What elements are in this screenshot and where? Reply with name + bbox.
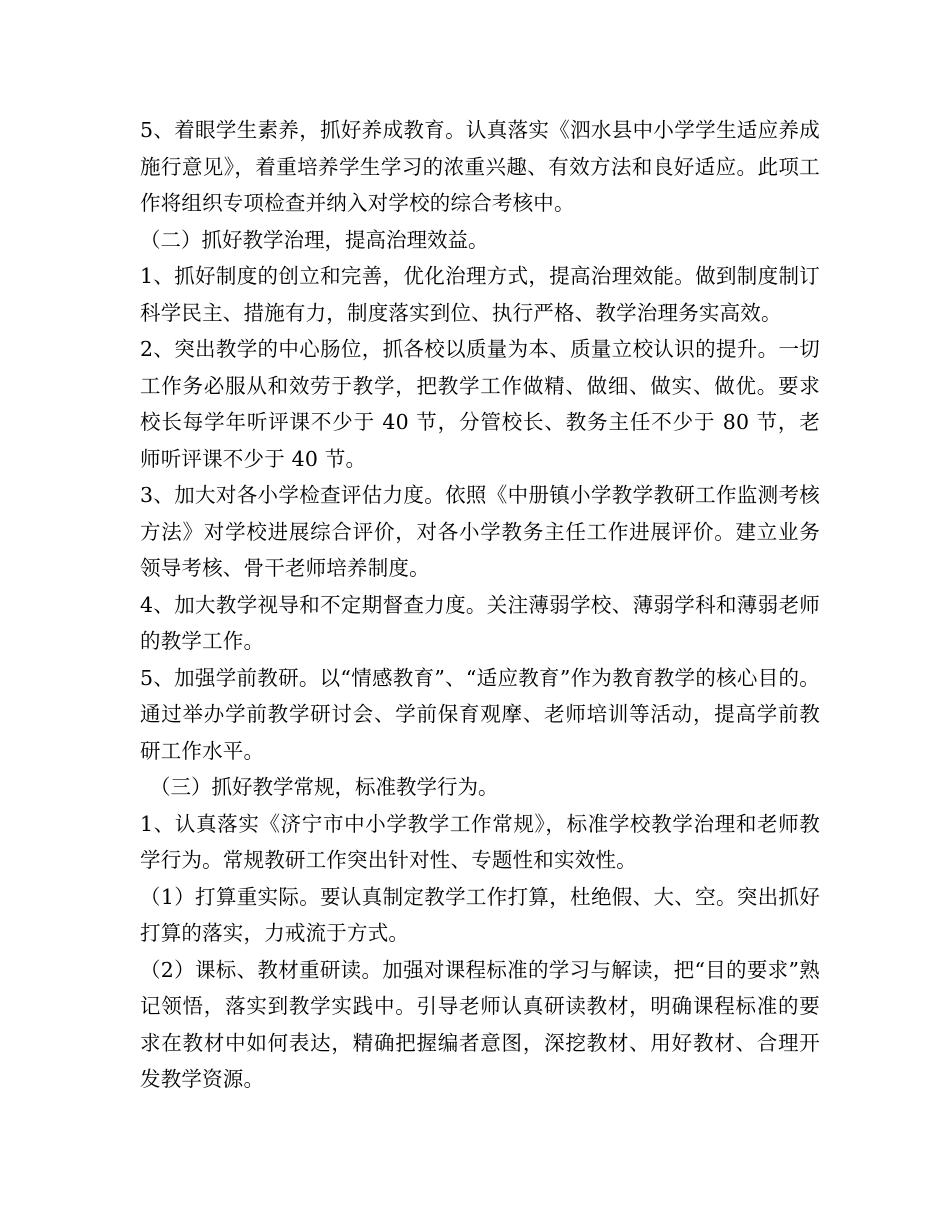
paragraph-item-1-system: 1、抓好制度的创立和完善，优化治理方式，提高治理效能。做到制度制订科学民主、措施有力，制度落实到位、执行严格、教学治理务实高效。 xyxy=(140,264,820,325)
section-heading-3: （三）抓好教学常规，标准教学行为。 xyxy=(150,775,499,799)
paragraph-item-2-center: 2、突出教学的中心肠位，抓各校以质量为本、质量立校认识的提升。一切工作务必服从和效劳于教学，把教学工作做精、做细、做实、做优。要求校长每学年听评课不少于 40 节，分管校长、教务主任不少于 80 节，老师听评课不少于 40 节。 xyxy=(140,337,820,471)
paragraph-item-4-supervision: 4、加大教学视导和不定期督查力度。关注薄弱学校、薄弱学科和薄弱老师的教学工作。 xyxy=(140,592,820,653)
paragraph-item-1-routine: 1、认真落实《济宁市中小学教学工作常规》，标准学校教学治理和老师教学行为。常规教研工作突出针对性、专题性和实效性。 xyxy=(140,811,820,872)
paragraph-sub-2-curriculum: （2）课标、教材重研读。加强对课程标准的学习与解读，把“目的要求”熟记领悟，落实到教学实践中。引导老师认真研读教材，明确课程标准的要求在教材中如何表达，精确把握编者意图，深挖教材、用好教材、合理开发教学资源。 xyxy=(140,957,820,1091)
paragraph-item-5-habits: 5、着眼学生素养，抓好养成教育。认真落实《泗水县中小学学生适应养成施行意见》，着重培养学生学习的浓重兴趣、有效方法和良好适应。此项工作将组织专项检查并纳入对学校的综合考核中。 xyxy=(140,118,820,215)
paragraph-item-5-preschool: 5、加强学前教研。以“情感教育”、“适应教育”作为教育教学的核心目的。通过举办学前教学研讨会、学前保育观摩、老师培训等活动，提高学前教研工作水平。 xyxy=(140,665,820,763)
document-page xyxy=(140,112,820,1098)
section-heading-2: （二）抓好教学治理，提高治理效益。 xyxy=(140,227,489,252)
paragraph-item-3-evaluation: 3、加大对各小学检查评估力度。依照《中册镇小学教学教研工作监测考核方法》对学校进展综合评价，对各小学教务主任工作进展评价。建立业务领导考核、骨干老师培养制度。 xyxy=(140,483,820,580)
paragraph-sub-1-plan: （1）打算重实际。要认真制定教学工作打算，杜绝假、大、空。突出抓好打算的落实，力戒流于方式。 xyxy=(140,884,820,945)
